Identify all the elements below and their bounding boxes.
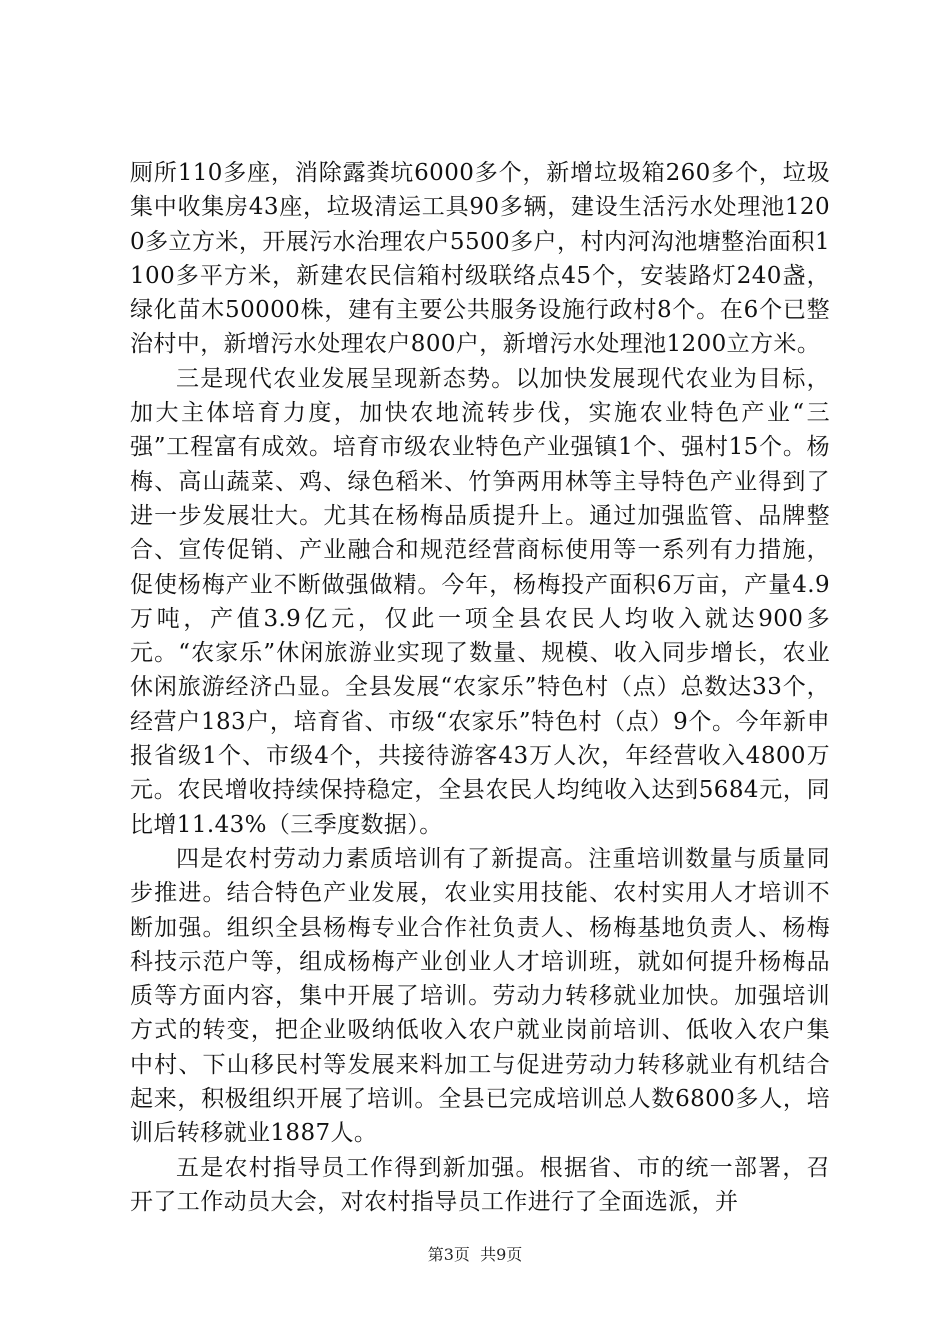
page-footer: 第3页 共9页 [427, 1245, 523, 1264]
paragraph-labor-training: 四是农村劳动力素质培训有了新提高。注重培训数量与质量同步推进。结合特色产业发展，农业实用技能、农村实用人才培训不断加强。组织全县杨梅专业合作社负责人、杨梅基地负责人、杨梅科技示范户等，组成杨梅产业创业人才培训班，就如何提升杨梅品质等方面内容，集中开展了培训。劳动力转移就业加快。加强培训方式的转变，把企业吸纳低收入农户就业岗前培训、低收入农户集中村、下山移民村等发展来料加工与促进劳动力转移就业有机结合起来，积极组织开展了培训。全县已完成培训总人数6800多人，培训后转移就业1887人。 [130, 845, 830, 1147]
paragraph-continuation: 厕所110多座，消除露粪坑6000多个，新增垃圾箱260多个，垃圾集中收集房43座，垃圾清运工具90多辆，建设生活污水处理池1200多立方米，开展污水治理农户5500多户，村内河沟池塘整治面积1100多平方米，新建农民信箱村级联络点45个，安装路灯240盏，绿化苗木50000株，建有主要公共服务设施行政村8个。在6个已整治村中，新增污水处理农户800户，新增污水处理池1200立方米。 [130, 160, 830, 358]
document-body [130, 156, 830, 1219]
paragraph-rural-instructors: 五是农村指导员工作得到新加强。根据省、市的统一部署，召开了工作动员大会，对农村指导员工作进行了全面选派，并 [130, 1154, 830, 1215]
paragraph-modern-agriculture: 三是现代农业发展呈现新态势。以加快发展现代农业为目标，加大主体培育力度，加快农地流转步伐，实施农业特色产业“三强”工程富有成效。培育市级农业特色产业强镇1个、强村15个。杨梅、高山蔬菜、鸡、绿色稻米、竹笋两用林等主导特色产业得到了进一步发展壮大。尤其在杨梅品质提升上。通过加强监管、品牌整合、宣传促销、产业融合和规范经营商标使用等一系列有力措施，促使杨梅产业不断做强做精。今年，杨梅投产面积6万亩，产量4.9万吨，产值3.9亿元，仅此一项全县农民人均收入就达900多元。“农家乐”休闲旅游业实现了数量、规模、收入同步增长，农业休闲旅游经济凸显。全县发展“农家乐”特色村（点）总数达33个，经营户183户，培育省、市级“农家乐”特色村（点）9个。今年新申报省级1个、市级4个，共接待游客43万人次，年经营收入4800万元。农民增收持续保持稳定，全县农民人均纯收入达到5684元，同比增11.43%（三季度数据）。 [130, 365, 830, 838]
